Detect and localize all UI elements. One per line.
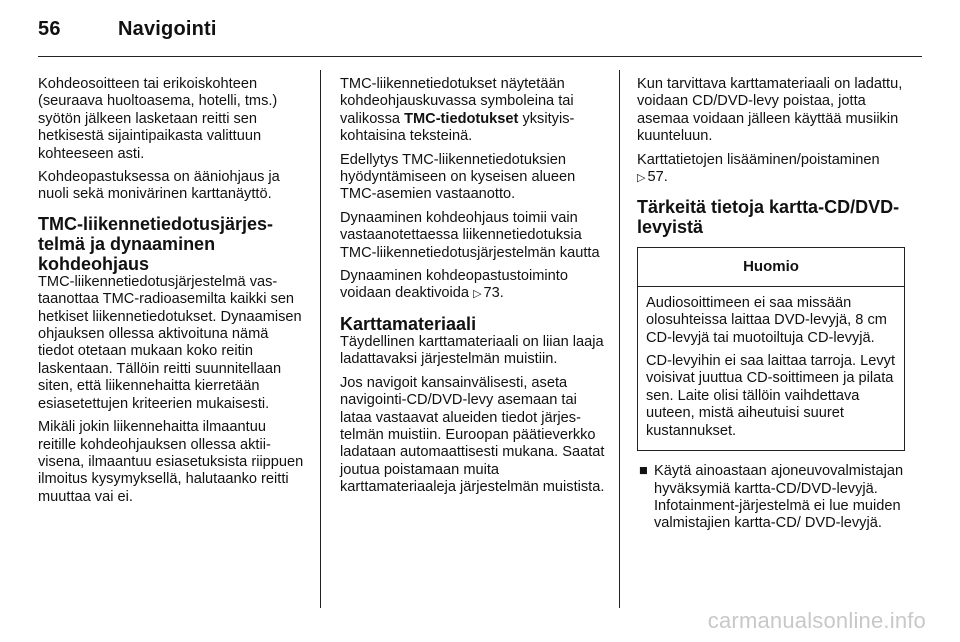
list-item: ■ Käytä ainoastaan ajoneuvovalmistajan hyväksymiä kartta-CD/DVD-levyjä. Infotainment-järjestelmä ei lue muiden valmistajien kartta-CD/ DVD-levyjä. <box>639 463 904 532</box>
paragraph: TMC-liikennetiedotusjärjestelmä vastaanottaa TMC-radioasemilta kaikki sen hetkiset liikennetiedotukset. Dynaamisen ohjauksen ollessa aktivoituna nämä tiedot otetaan mukaan koko reitin laskentaan. Tällöin reitti suunnitellaan siten, että liikennehaitta kierretään esiasetettujen kriteerien mukaisesti. <box>38 273 302 412</box>
section-heading-karttamateriaali: Karttamateriaali <box>340 313 477 334</box>
watermark: carmanualsonline.info <box>707 608 926 633</box>
page-header <box>38 18 217 41</box>
section-heading-cd-dvd: Tärkeitä tietoja kartta-CD/DVD-levyistä <box>637 197 900 238</box>
page-title: Navigointi <box>118 18 217 40</box>
paragraph: CD-levyihin ei saa laittaa tarroja. Levyt voisivat juuttua CD-soittimeen ja pilata sen. Laite olisi tällöin vaihdettava uuteen, mistä aiheutuisi suuret kustannukset. <box>646 353 896 439</box>
paragraph: Audiosoittimeen ei saa missään olosuhteissa laittaa DVD-levyjä, 8 cm CD-levyjä tai muotoiltuja CD-levyjä. <box>646 294 887 346</box>
paragraph: Jos navigoit kansainvälisesti, aseta navigointi-CD/DVD-levy asemaan tai lataa vastaavat alueiden tiedot järjestelmän muistiin. Euroopan päätieverkko ladataan automaattisesti mukana. Saatat joutua poistamaan muita karttamateriaaleja järjestelmän muistista. <box>340 374 605 496</box>
paragraph: Kohdeopastuksessa on ääniohjaus ja nuoli sekä monivärinen karttanäyttö. <box>38 169 280 203</box>
paragraph: Dynaaminen kohdeohjaus toimii vain vastaanotettaessa liikennetiedotuksia TMC-liikennetiedotusjärjestelmän kautta <box>340 209 600 261</box>
column-2 <box>340 76 605 503</box>
paragraph: Dynaaminen kohdeopastustoiminto voidaan deaktivoida ▷ 73. <box>340 268 605 304</box>
section-heading-tmc: TMC-liikennetiedotusjärjestelmä ja dynaaminen kohdeohjaus <box>38 213 274 274</box>
note-body <box>638 287 904 450</box>
paragraph: Mikäli jokin liikennehaitta ilmaantuu reitille kohdeohjauksen ollessa aktiivisena, ilmaantuu esiasetuksista riippuen ilmoitus kysymyksellä, halutaanko reitti muuttaa vai ei. <box>38 419 304 505</box>
paragraph: Täydellinen karttamateriaali on liian laaja ladattavaksi järjestelmän muistiin. <box>340 333 604 368</box>
bullet-icon: ■ <box>639 463 648 480</box>
note-title: Huomio <box>638 248 904 286</box>
paragraph: Kun tarvittava karttamateriaali on ladattu, voidaan CD/DVD-levy poistaa, jotta asemaa voidaan jälleen käyttää musiikin kuunteluun. <box>637 76 903 145</box>
page-reference: ▷ 57. <box>637 169 668 185</box>
paragraph: Edellytys TMC-liikennetiedotuksien hyödyntämiseen on kyseisen alueen TMC-asemien vastaanotto. <box>340 151 576 203</box>
column-3 <box>637 76 905 533</box>
column-divider-1 <box>320 70 321 608</box>
page-reference: ▷ 73. <box>473 285 504 301</box>
paragraph: Kohdeosoitteen tai erikoiskohteen (seuraava huoltoasema, hotelli, tms.) syötön jälkeen lasketaan reitti sen hetkisestä sijaintipaikasta valittuun kohteeseen asti. <box>38 76 278 162</box>
column-divider-2 <box>619 70 620 608</box>
menu-name-tmc: TMC-tiedotukset <box>404 110 519 127</box>
paragraph: TMC-liikennetiedotukset näytetään kohdeohjauskuvassa symboleina tai valikossa TMC-tiedotukset yksityiskohtaisina teksteinä. <box>340 76 575 145</box>
header-divider <box>38 56 922 57</box>
note-box <box>637 247 905 451</box>
column-1 <box>38 76 308 512</box>
paragraph: Karttatietojen lisääminen/poistaminen ▷ 57. <box>637 152 905 188</box>
page-number: 56 <box>38 18 61 40</box>
